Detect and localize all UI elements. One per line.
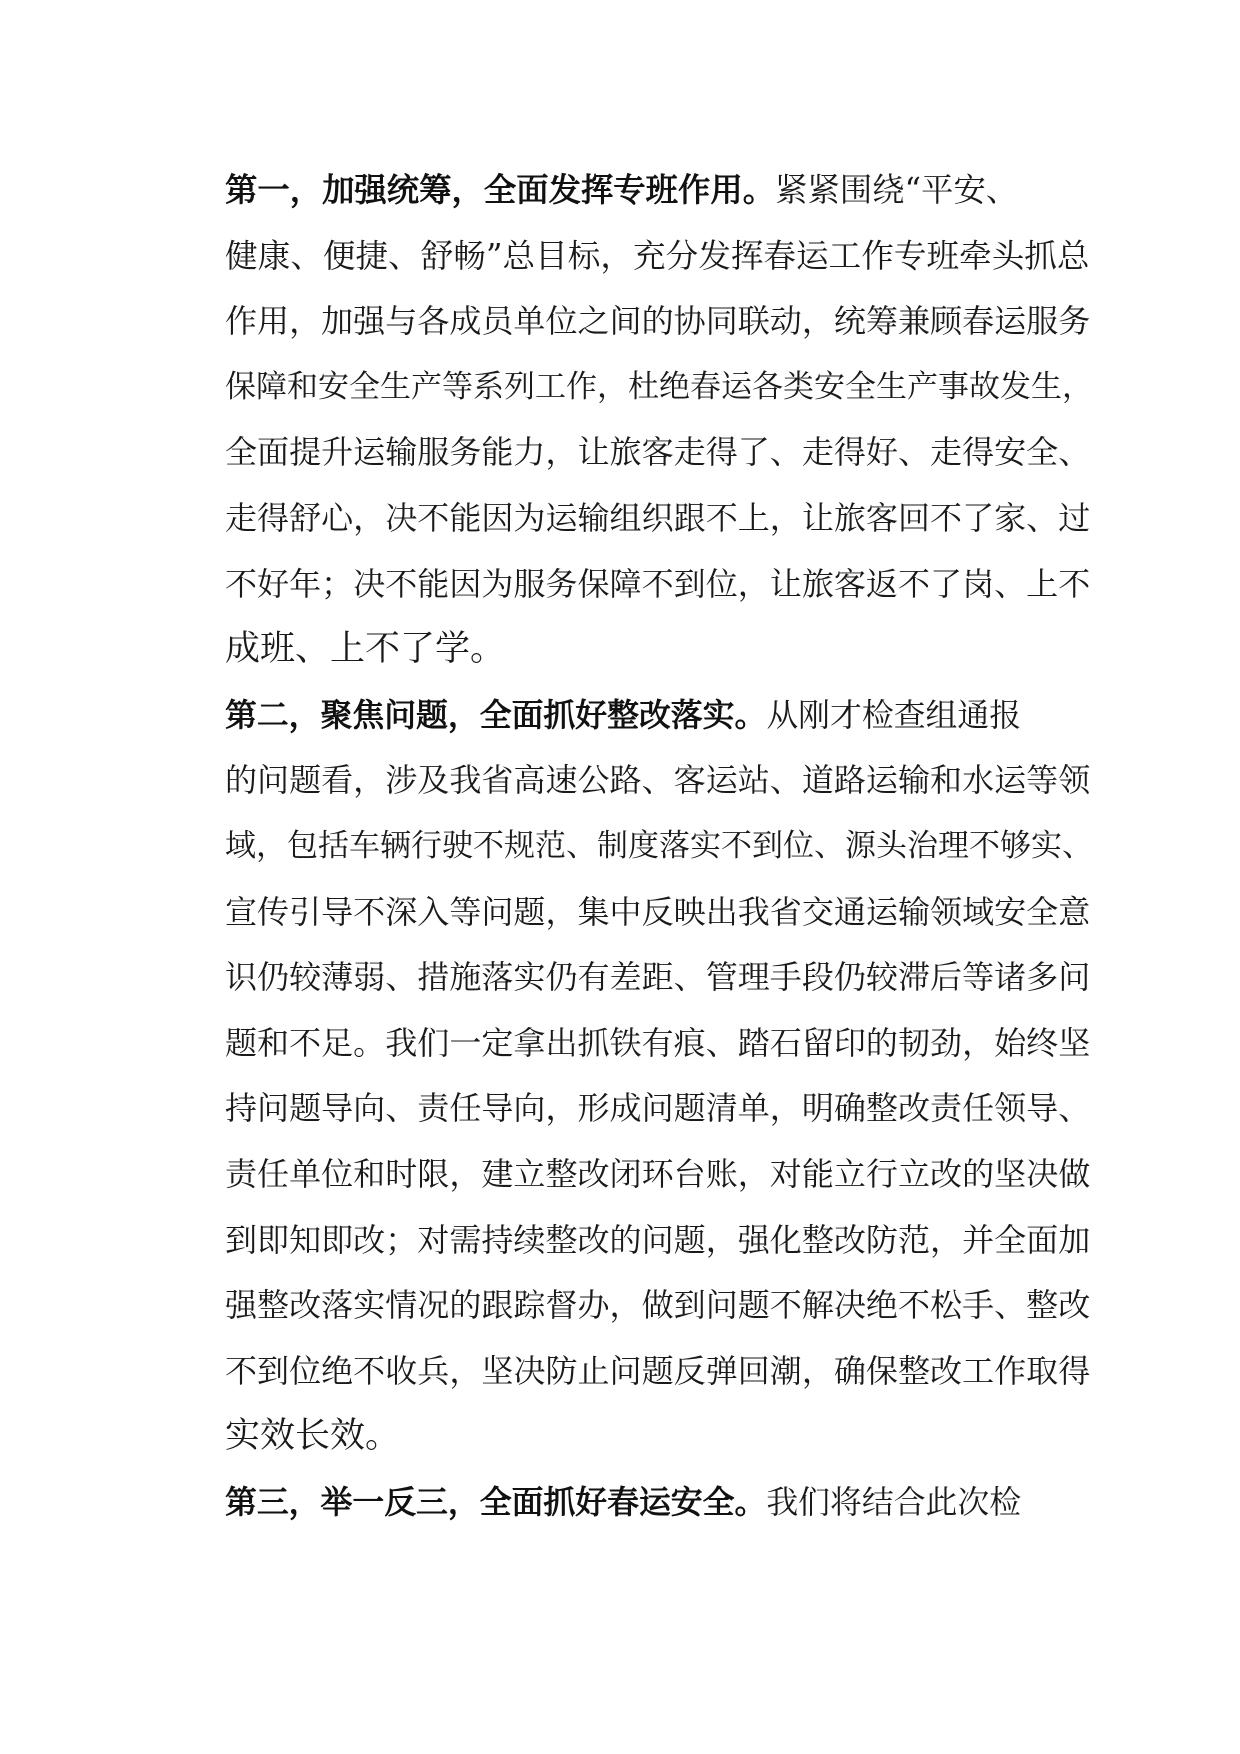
- paragraph-2-line-9: 到即知即改；对需持续整改的问题，强化整改防范，并全面加: [225, 1220, 1091, 1259]
- paragraph-1-line-7: 不好年；决不能因为服务保障不到位，让旅客返不了岗、上不: [225, 564, 1091, 603]
- paragraph-3-heading: 第三，举一反三，全面抓好春运安全。: [225, 1482, 767, 1521]
- document-body: [155, 158, 1093, 1535]
- paragraph-1-line-6: 走得舒心，决不能因为运输组织跟不上，让旅客回不了家、过: [225, 498, 1091, 537]
- paragraph-3-text: 我们将结合此次检: [766, 1482, 1022, 1521]
- paragraph-2-heading: 第二，聚焦问题，全面抓好整改落实。: [225, 695, 767, 734]
- paragraph-1-line-4: 保障和安全生产等系列工作，杜绝春运各类安全生产事故发生，: [225, 368, 1093, 405]
- paragraph-1: [155, 158, 1093, 683]
- paragraph-2: [155, 683, 1093, 1470]
- paragraph-1-line-1: [155, 158, 1085, 224]
- paragraph-2-line-8: 责任单位和时限，建立整改闭环台账，对能立行立改的坚决做: [225, 1154, 1091, 1193]
- paragraph-2-line-7: 持问题导向、责任导向，形成问题清单，明确整改责任领导、: [225, 1089, 1091, 1128]
- paragraph-1-heading: 第一，加强统筹，全面发挥专班作用。: [225, 171, 776, 209]
- paragraph-2-line-12: 实效长效。: [225, 1416, 401, 1457]
- paragraph-1-line-2: 健康、便捷、舒畅”总目标，充分发挥春运工作专班牵头抓总: [225, 236, 1090, 275]
- paragraph-2-line-3: 域，包括车辆行驶不规范、制度落实不到位、源头治理不够实、: [225, 827, 1093, 864]
- paragraph-2-line-5: 识仍较薄弱、措施落实仍有差距、管理手段仍较滞后等诸多问: [225, 958, 1091, 997]
- paragraph-2-line-1: [155, 683, 1085, 749]
- paragraph-2-line-6: 题和不足。我们一定拿出抓铁有痕、踏石留印的韧劲，始终坚: [225, 1023, 1091, 1062]
- paragraph-1-text: 紧紧围绕“平安、: [775, 171, 1019, 209]
- paragraph-1-line-3: 作用，加强与各成员单位之间的协同联动，统筹兼顾春运服务: [225, 302, 1091, 341]
- paragraph-2-line-2: 的问题看，涉及我省高速公路、客运站、道路运输和水运等领: [225, 761, 1091, 800]
- paragraph-2-line-4: 宣传引导不深入等问题，集中反映出我省交通运输领域安全意: [225, 892, 1091, 931]
- paragraph-2-line-10: 强整改落实情况的跟踪督办，做到问题不解决绝不松手、整改: [225, 1286, 1091, 1325]
- paragraph-1-line-5: 全面提升运输服务能力，让旅客走得了、走得好、走得安全、: [225, 433, 1091, 472]
- paragraph-3: [155, 1470, 1085, 1536]
- paragraph-1-line-8: 成班、上不了学。: [225, 629, 506, 670]
- paragraph-2-text: 从刚才检查组通报: [766, 695, 1022, 734]
- paragraph-2-line-11: 不到位绝不收兵，坚决防止问题反弹回潮，确保整改工作取得: [225, 1351, 1091, 1390]
- paragraph-3-line-1: [155, 1470, 1085, 1536]
